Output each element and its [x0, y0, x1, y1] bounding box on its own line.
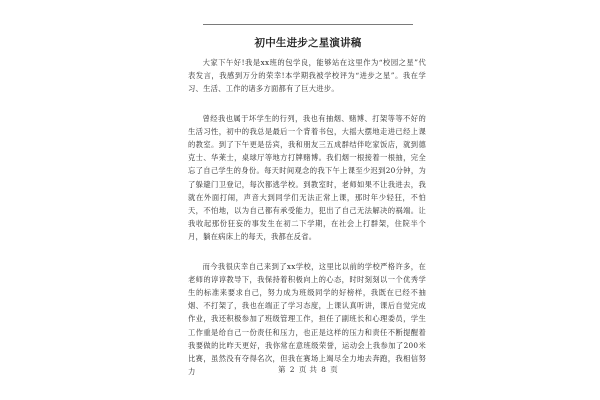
- paragraph-present: 而今我很庆幸自己来到了xx学校，这里比以前的学校严格许多，在老师的谆谆教导下，我保持着积极向上的心态，时时刻刻以一个优秀学生的标准来要求自己，努力成为班级同学的好榜样，我既在已经不抽烟、不打架了，我也在端正了学习态度，上课认真听讲，课后自觉完成作业，我还积极参加了班级管理工作，担任了副班长和心理委员，学生工作重是给自己一份责任和压力，也正是这样的压力和责任不断提醒着我要做的比昨天更好，我你常在意班级荣誉，运动会上我参加了200米比赛，虽然没有夺得名次，但我在赛场上竭尽全力地去奔跑，我相信努力: [188, 261, 426, 377]
- footer-suffix: 页: [330, 365, 339, 374]
- footer-prefix: 第: [277, 365, 286, 374]
- footer-current-page: 2: [289, 365, 295, 374]
- paragraph-intro: 大家下午好!我是xx班的包学良，能够站在这里作为“校园之星”代表发言，我感到万分的荣幸!本学期我被学校评为“进步之星”。我在学习、生活、工作的诸多方面都有了巨大进步。: [188, 58, 426, 94]
- page-footer: [200, 364, 416, 375]
- footer-middle: 页 共: [298, 365, 318, 374]
- paragraph-past: 曾经我也属于坏学生的行列，我也有抽烟、赌博、打架等等不好的生活习性，初中的我总是最后一个背着书包，大摇大摆地走进已经上课的教室。到了下午更是岳宾，我和朋友三五成群结伴吃家饭店，就到德克士、华莱士，桌球厅等地方打牌赌博。我们烟一根接着一根抽，完全忘了自己学生的身份。每天时间观念的我下午上课至少迟到20分钟，为了躲避门卫登记，每次都逃学校。到教室时，老师如果不让我进去，我就在外面打闹，声音大到同学们无法正常上课，那时年少轻狂，不怕天，不怕地，以为自己都有承受能力，犯出了自己无法解决的祸端。让我收起那份狂妄的事发生在初二下学期，在社会上打群架，住院半个月，躺在病床上的每天，我都在反省。: [188, 113, 426, 242]
- header-divider: [203, 24, 413, 25]
- footer-total-pages: 8: [321, 365, 327, 374]
- document-body: [188, 56, 426, 378]
- page-title: 初中生进步之星演讲稿: [254, 37, 362, 49]
